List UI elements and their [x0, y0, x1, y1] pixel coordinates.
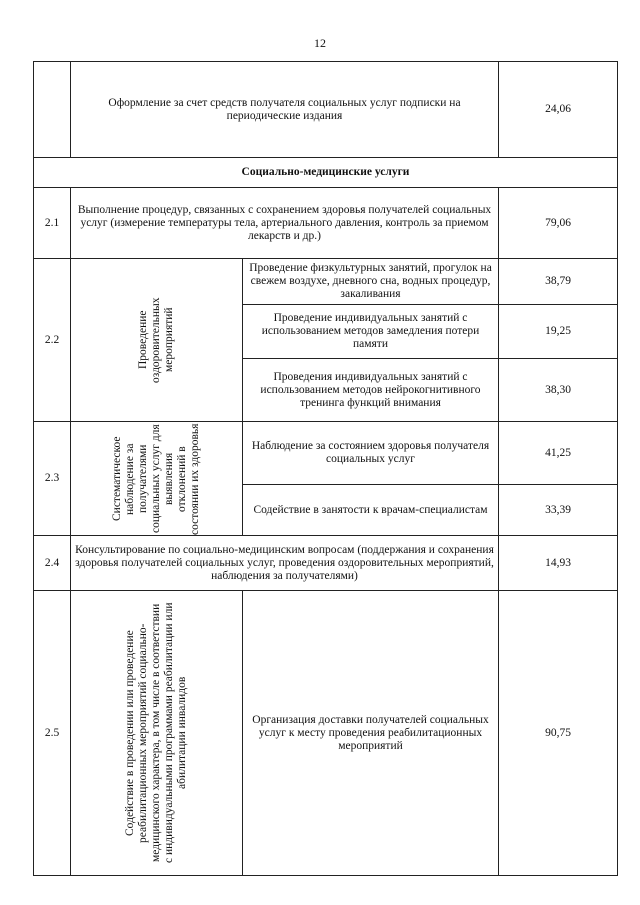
row-number [34, 62, 71, 158]
service-price: 79,06 [499, 188, 618, 259]
group-cell [71, 259, 243, 422]
row-number: 2.1 [34, 188, 71, 259]
table-row [34, 536, 618, 591]
table-row [34, 259, 618, 305]
row-number: 2.5 [34, 591, 71, 876]
service-description: Наблюдение за состоянием здоровья получателя социальных услуг [243, 422, 499, 485]
service-price: 33,39 [499, 485, 618, 536]
service-description: Консультирование по социально-медицинским вопросам (поддержания и сохранения здоровья получателей социальных услуг, проведения оздоровительных мероприятий, наблюдения за получателями) [71, 536, 499, 591]
row-number: 2.3 [34, 422, 71, 536]
service-description: Выполнение процедур, связанных с сохранением здоровья получателей социальных услуг (измерение температуры тела, артериального давления, контроль за приемом лекарств и др.) [71, 188, 499, 259]
group-label: Содействие в проведении или проведение реабилитационных мероприятий социально-медицинского характера, в том числе в соответствии с индивидуальными программами реабилитации или абилитации инвалидов [124, 602, 188, 864]
service-price: 41,25 [499, 422, 618, 485]
service-price: 19,25 [499, 305, 618, 359]
group-cell [71, 591, 243, 876]
service-description: Организация доставки получателей социальных услуг к месту проведения реабилитационных мероприятий [243, 591, 499, 876]
service-description: Оформление за счет средств получателя социальных услуг подписки на периодические издания [71, 62, 499, 158]
group-label: Систематическое наблюдение за получателями социальных услуг для выявления отклонений в состоянии их здоровья [111, 422, 201, 535]
section-title: Социально-медицинские услуги [34, 158, 618, 188]
service-price: 38,30 [499, 359, 618, 422]
row-number: 2.4 [34, 536, 71, 591]
service-description: Проведение физкультурных занятий, прогулок на свежем воздухе, дневного сна, водных процедур, закаливания [243, 259, 499, 305]
service-description: Проведение индивидуальных занятий с использованием методов замедления потери памяти [243, 305, 499, 359]
service-description: Проведения индивидуальных занятий с использованием методов нейрокогнитивного тренинга функций внимания [243, 359, 499, 422]
table-row [34, 591, 618, 876]
row-number: 2.2 [34, 259, 71, 422]
section-row [34, 158, 618, 188]
table-row [34, 62, 618, 158]
group-label: Проведение оздоровительных мероприятий [137, 297, 175, 383]
table-row [34, 188, 618, 259]
service-price: 14,93 [499, 536, 618, 591]
service-price: 24,06 [499, 62, 618, 158]
page-number: 12 [314, 36, 326, 50]
service-description: Содействие в занятости к врачам-специалистам [243, 485, 499, 536]
group-cell [71, 422, 243, 536]
service-price: 90,75 [499, 591, 618, 876]
table-row [34, 422, 618, 485]
service-price: 38,79 [499, 259, 618, 305]
services-price-table [33, 61, 618, 876]
